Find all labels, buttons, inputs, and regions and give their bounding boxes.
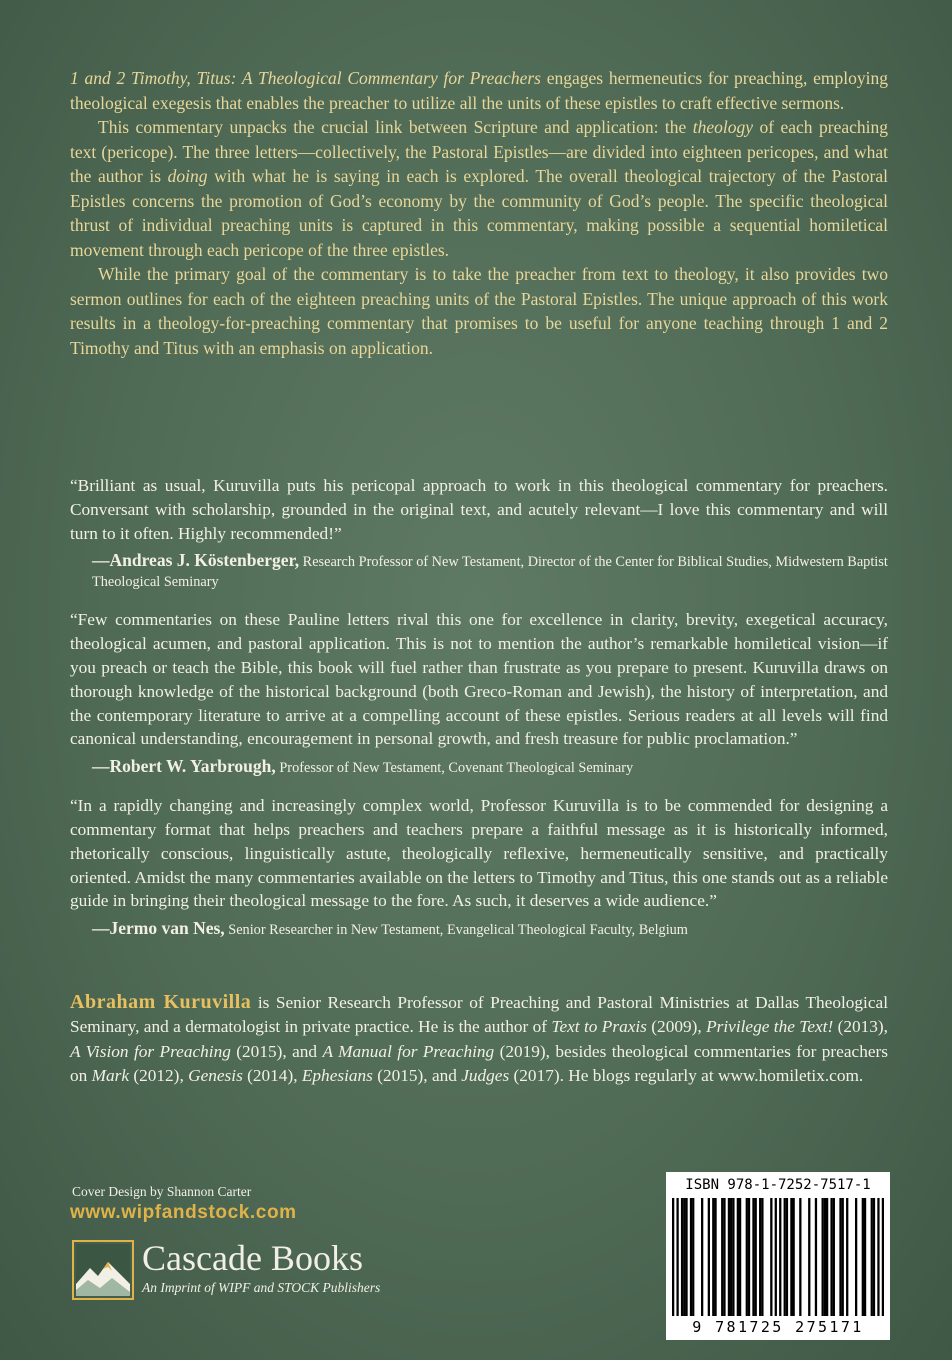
barcode-bar [833,1198,835,1316]
barcode-bar [864,1198,866,1316]
endorsement-text: “In a rapidly changing and increasingly complex world, Professor Kuruvilla is to be commended for designing a commentary format that helps preachers and teachers prepare a faithful message as it is historically informed, rhetorically conscious, linguistically astute, theologically reflexive, hermeneutically sensitive, and practically oriented. Amidst the many commentaries available on the letters to Timothy and Titus, this one stands out as a reliable guide in bringing their theological message to the fore. As such, it deserves a wide audience.” [70,796,888,911]
publisher-imprint: An Imprint of WIPF and STOCK Publishers [142,1280,381,1295]
barcode-bar [739,1198,741,1316]
barcode-bar [721,1198,723,1316]
mountain-logo-icon [72,1240,134,1300]
barcode-bar [822,1198,824,1316]
barcode-bar [775,1198,777,1316]
author-name: Abraham Kuruvilla [70,991,252,1013]
barcode-bar [873,1198,875,1316]
barcode-bar [748,1198,750,1316]
description-paragraph-1: 1 and 2 Timothy, Titus: A Theological Commentary for Preachers engages hermeneutics for preaching, employing theological exegesis that enables the preacher to utilize all the units of these epistles to craft effective sermons. [70,68,889,113]
barcode-bar [723,1198,725,1316]
barcode-bar [793,1198,795,1316]
endorsement-text: “Brilliant as usual, Kuruvilla puts his pericopal approach to work in this theological commentary for preachers. Conversant with scholarship, grounded in the original text, and acutely relevant—I love this commentary and will turn to it often. Highly recommended!” [70,476,888,543]
barcode-bar [714,1198,716,1316]
endorsement-text: “Few commentaries on these Pauline letters rival this one for excellence in clarity, brevity, exegetical accuracy, theological acumen, and pastoral application. This is not to mention the author’s remarkable homiletical vision—if you preach or teach the Bible, this book will fuel rather than frustrate as you prepare to present. Kuruvilla draws on thorough knowledge of the historical background (both Greco-Roman and Jewish), the history of interpretation, and the contemporary literature to arrive at a compelling account of these epistles. Serious readers at all levels will find canonical understanding, encouragement in personal growth, and fresh treasure for public proclamation.” [70,610,888,749]
endorser-role: Senior Researcher in New Testament, Evangelical Theological Faculty, Belgium [224,922,688,939]
publisher-name: Cascade Books [142,1238,363,1278]
endorsement [70,474,888,592]
barcode-bar [846,1198,848,1316]
endorsement-attribution [70,918,888,940]
barcode-bar [877,1198,879,1316]
barcode-bar [759,1198,761,1316]
barcode-bar [752,1198,754,1316]
barcode-bar [732,1198,734,1316]
barcode-bar [770,1198,772,1316]
cover-design-credit: Cover Design by Shannon Carter [72,1184,252,1199]
barcode-bar [737,1198,739,1316]
barcode-bar [862,1198,864,1316]
barcode-bar [690,1198,692,1316]
barcode-bar [815,1198,817,1316]
description-paragraph-2: This commentary unpacks the crucial link between Scripture and application: the theology of each preaching text (pericope). The three letters—collectively, the Pastoral Epistles—are divided into eighteen pericopes, and what the author is doing with what he is saying in each is explored. The overall theological trajectory of the Pastoral Epistles concerns the promotion of God’s economy by the community of God’s people. The specific theological thrust of individual preaching units is captured in this commentary, making possible a sequential homiletical movement through each pericope of the three epistles. [70,117,888,260]
endorsement-attribution [70,756,888,778]
barcode-bar [712,1198,714,1316]
barcode-bar [799,1198,801,1316]
barcode-bar [708,1198,710,1316]
barcode-bar [808,1198,810,1316]
publisher-logo [72,1238,432,1308]
barcode-bar [728,1198,730,1316]
endorser-role: Research Professor of New Testament, Director of the Center for Biblical Studies, Midwestern Baptist Theological Seminary [92,554,888,591]
barcode-bar [683,1198,685,1316]
barcode-bar [779,1198,781,1316]
barcode-bar [784,1198,786,1316]
barcode-bar [871,1198,873,1316]
barcode-bar [790,1198,792,1316]
barcode-bar [672,1198,674,1316]
publisher-website: www.wipfandstock.com [70,1202,297,1223]
endorsements [70,474,888,956]
endorsement [70,794,888,940]
barcode-bar [676,1198,678,1316]
endorsement [70,608,888,778]
barcode-bar [786,1198,788,1316]
endorser-name: —Jermo van Nes, [92,918,225,939]
barcode-bar [882,1198,884,1316]
barcode-bar [746,1198,748,1316]
barcode-bar [755,1198,757,1316]
barcode-bar [692,1198,694,1316]
book-title: 1 and 2 Timothy, Titus: A Theological Commentary for Preachers [70,68,541,88]
endorser-name: —Andreas J. Köstenberger, [92,550,300,571]
barcode-bar [824,1198,826,1316]
barcode-bar [761,1198,763,1316]
isbn-barcode [666,1172,890,1340]
barcode-bars [672,1198,884,1316]
author-bio: Abraham Kuruvilla is Senior Research Professor of Preaching and Pastoral Ministries at Dallas Theological Seminary, and a dermatologist in private practice. He is the author of Text to Praxis (2009), Privilege the Text! (2013), A Vision for Preaching (2015), and A Manual for Preaching (2019), besides theological commentaries for preachers on Mark (2012), Genesis (2014), Ephesians (2015), and Judges (2017). He blogs regularly at www.homiletix.com. [70,991,888,1085]
barcode-bar [826,1198,828,1316]
barcode-bar [839,1198,841,1316]
endorser-name: —Robert W. Yarbrough, [92,756,276,777]
barcode-number: 9 781725 275171 [692,1318,864,1336]
barcode-bar [842,1198,844,1316]
barcode-bar [701,1198,703,1316]
barcode-bar [855,1198,857,1316]
description-paragraph-3: While the primary goal of the commentary is to take the preacher from text to theology, it also provides two sermon outlines for each of the eighteen preaching units of the Pastoral Epistles. The unique approach of this work results in a theology-for-preaching commentary that promises to be useful for anyone teaching through 1 and 2 Timothy and Titus with an emphasis on application. [70,264,888,358]
barcode-bar [730,1198,732,1316]
endorsement-attribution [70,550,888,592]
endorser-role: Professor of New Testament, Covenant Theological Seminary [275,760,634,777]
book-description [70,66,888,360]
barcode-bar [685,1198,687,1316]
isbn-label: ISBN 978-1-7252-7517-1 [685,1177,871,1193]
barcode-bar [830,1198,832,1316]
barcode-bar [681,1198,683,1316]
